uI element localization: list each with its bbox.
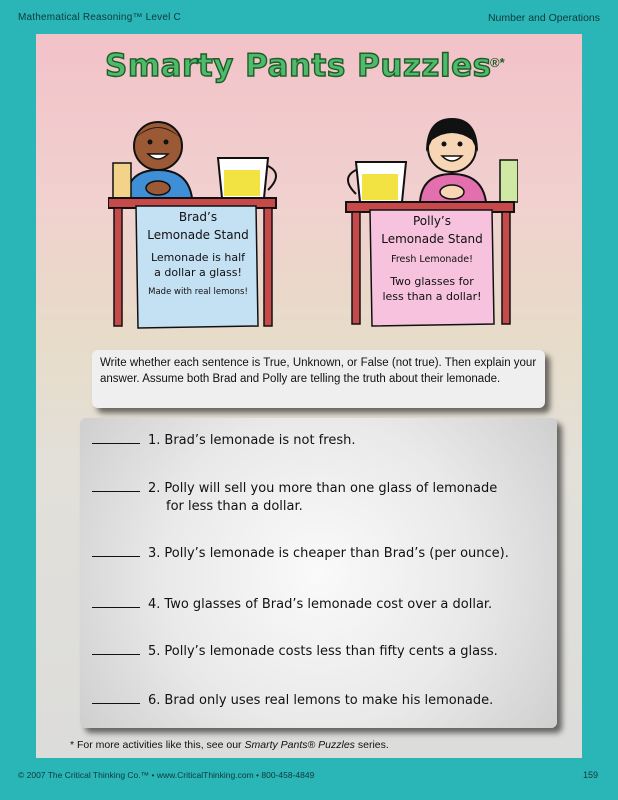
page-header — [0, 0, 618, 34]
polly-sign-stand: Lemonade Stand — [381, 232, 483, 246]
question-text: Polly’s lemonade costs less than fifty cents a glass. — [164, 644, 498, 659]
polly-sign-fresh: Fresh Lemonade! — [391, 254, 473, 265]
question-number: 3. — [148, 546, 161, 561]
polly-figure — [420, 118, 486, 202]
copyright-footer: © 2007 The Critical Thinking Co.™ • www.CriticalThinking.com • 800-458-4849 — [18, 770, 315, 780]
polly-pitcher-icon — [348, 162, 406, 202]
question-5 — [92, 641, 498, 661]
question-number: 2. — [148, 481, 161, 496]
polly-sign — [374, 212, 490, 304]
section-label: Number and Operations — [487, 12, 600, 24]
question-2 — [92, 478, 497, 516]
polly-sign-offer-2: less than a dollar! — [382, 290, 482, 303]
answer-blank-5[interactable] — [92, 641, 140, 655]
question-text-continued: for less than a dollar. — [166, 499, 303, 514]
page-number: 159 — [582, 770, 598, 780]
answer-blank-1[interactable] — [92, 430, 140, 444]
question-text: Brad’s lemonade is not fresh. — [164, 433, 356, 448]
brad-cups-icon — [113, 163, 131, 198]
questions-box — [80, 418, 557, 728]
brad-sign-stand: Lemonade Stand — [147, 228, 249, 242]
answer-blank-3[interactable] — [92, 543, 140, 557]
footnote-series: Smarty Pants® Puzzles — [244, 739, 355, 751]
question-text: Polly will sell you more than one glass of lemonade — [164, 481, 498, 496]
brad-figure — [126, 122, 192, 198]
question-text: Brad only uses real lemons to make his lemonade. — [164, 693, 494, 708]
question-6 — [92, 690, 493, 710]
answer-blank-4[interactable] — [92, 594, 140, 608]
question-number: 1. — [148, 433, 161, 448]
footnote-suffix: series. — [357, 739, 389, 751]
polly-cups-icon — [500, 160, 518, 202]
brad-sign-note: Made with real lemons! — [148, 287, 248, 297]
footnote — [70, 739, 389, 751]
brad-sign-price-1: Lemonade is half — [150, 251, 246, 264]
question-number: 6. — [148, 693, 161, 708]
question-4 — [92, 594, 492, 614]
question-number: 5. — [148, 644, 161, 659]
answer-blank-2[interactable] — [92, 478, 140, 492]
brad-sign-price-2: a dollar a glass! — [154, 266, 242, 279]
polly-sign-name: Polly’s — [413, 214, 451, 228]
page-title: Smarty Pants Puzzles — [105, 48, 492, 84]
question-text: Polly’s lemonade is cheaper than Brad’s (per ounce). — [164, 546, 509, 561]
series-label: Mathematical Reasoning™ Level C — [18, 12, 181, 23]
polly-sign-offer-1: Two glasses for — [390, 275, 474, 288]
question-number: 4. — [148, 597, 161, 612]
title-registered-mark: ®* — [490, 55, 505, 70]
brad-pitcher-icon — [218, 158, 276, 198]
question-3 — [92, 543, 509, 563]
instructions-text: Write whether each sentence is True, Unknown, or False (not true). Then explain your answer. Assume both Brad and Polly are telling the truth about their lemonade. — [100, 357, 537, 385]
question-1 — [92, 430, 355, 450]
footnote-prefix: * For more activities like this, see our — [70, 739, 242, 751]
answer-blank-6[interactable] — [92, 690, 140, 704]
brad-sign-name: Brad’s — [178, 210, 218, 224]
brad-sign — [138, 208, 258, 298]
question-text: Two glasses of Brad’s lemonade cost over a dollar. — [164, 597, 493, 612]
